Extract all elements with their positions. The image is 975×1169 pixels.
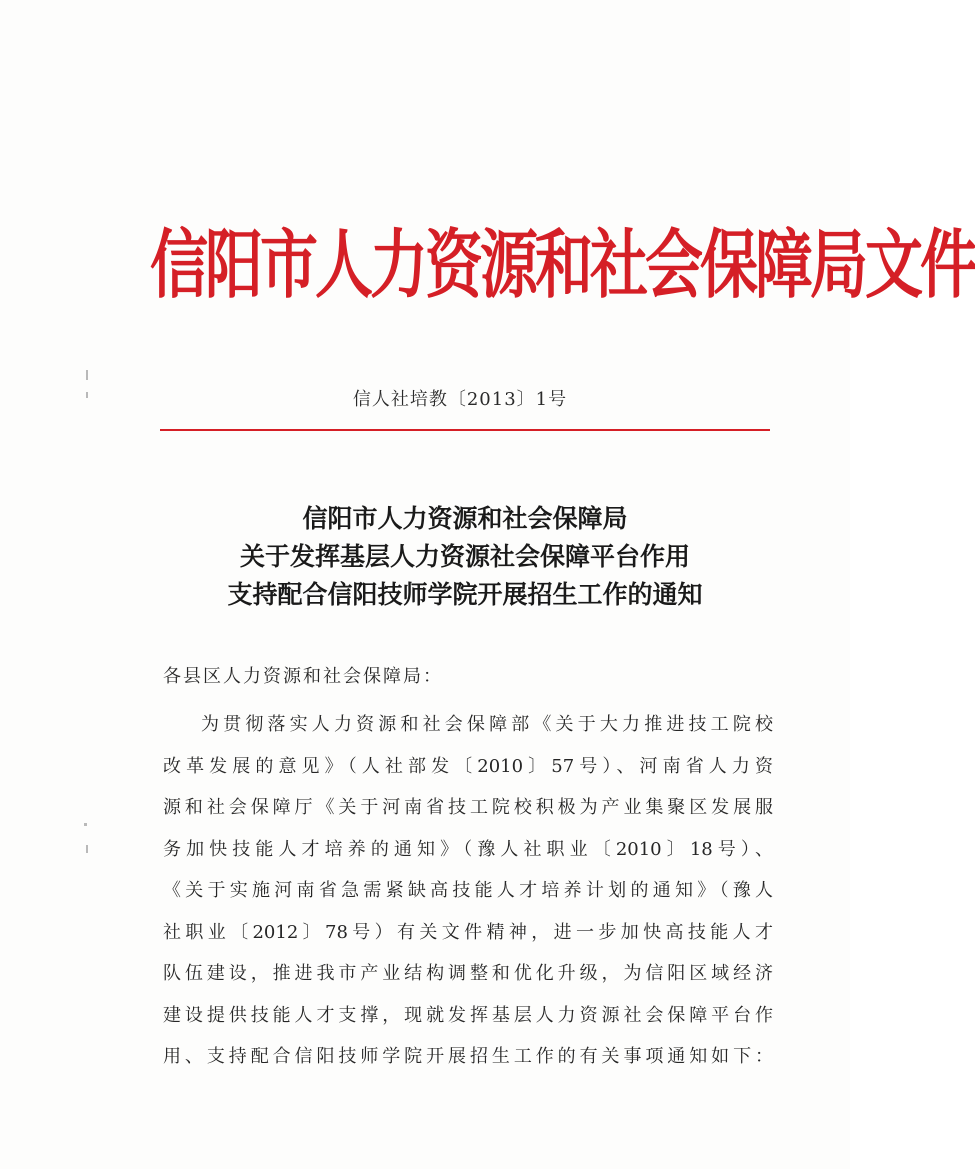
body-line: 为贯彻落实人力资源和社会保障部《关于大力推进技工院校 (201, 714, 773, 735)
notice-title-line: 关于发挥基层人力资源社会保障平台作用 (239, 542, 690, 571)
body-line: 务加快技能人才培养的通知》（豫人社职业〔2010〕18号）、 (163, 838, 773, 860)
scan-artifact (86, 370, 88, 380)
body-line: 队伍建设，推进我市产业结构调整和优化升级，为信阳区域经济 (163, 963, 773, 984)
body-line: 改革发展的意见》（人社部发〔2010〕57号）、河南省人力资 (163, 755, 773, 777)
scan-artifact (84, 823, 87, 826)
document-number: 信人社培教〔2013〕1号 (352, 389, 568, 410)
red-divider-line (160, 429, 770, 431)
notice-title-line: 支持配合信阳技师学院开展招生工作的通知 (227, 580, 703, 609)
notice-title-line: 信阳市人力资源和社会保障局 (302, 504, 628, 533)
body-line: 用、支持配合信阳技师学院开展招生工作的有关事项通知如下： (163, 1046, 773, 1067)
addressee: 各县区人力资源和社会保障局： (163, 666, 443, 687)
body-paragraph (163, 704, 773, 1078)
scan-artifact (86, 845, 88, 853)
body-line: 建设提供技能人才支撑，现就发挥基层人力资源社会保障平台作 (163, 1004, 773, 1026)
body-line: 《关于实施河南省急需紧缺高技能人才培养计划的通知》（豫人 (163, 880, 773, 901)
scan-artifact (86, 392, 88, 398)
issuing-authority-title: 信阳市人力资源和社会保障局文件 (150, 221, 975, 309)
body-line: 源和社会保障厅《关于河南省技工院校积极为产业集聚区发展服 (163, 797, 773, 818)
notice-title (150, 500, 780, 614)
body-line: 社职业〔2012〕78号）有关文件精神，进一步加快高技能人才 (163, 921, 773, 943)
